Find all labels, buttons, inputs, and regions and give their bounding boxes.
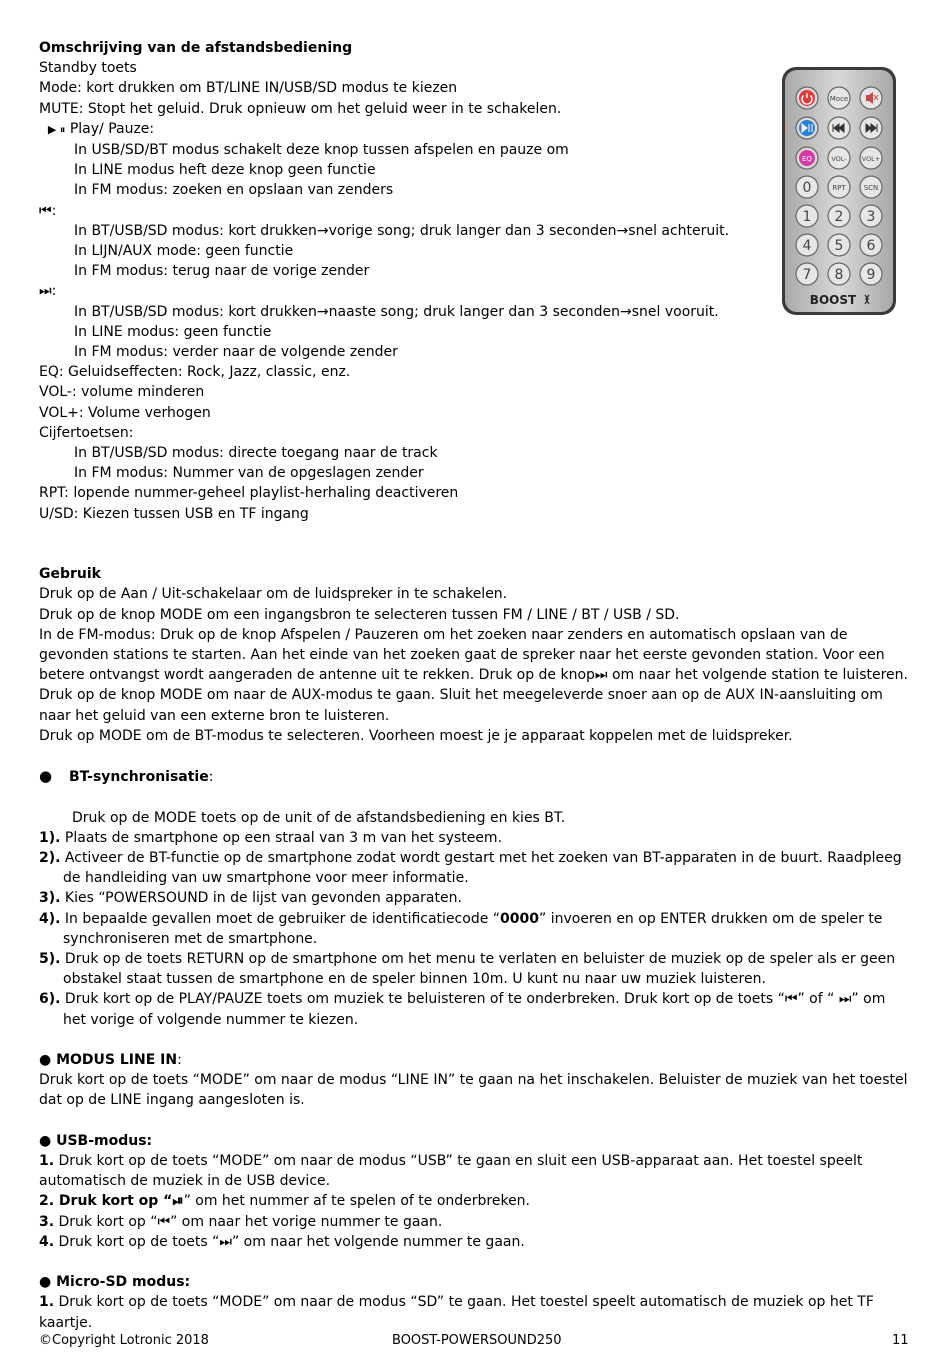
play-pause-icon: ▶ ⏸ bbox=[47, 122, 66, 136]
text-line: EQ: Geluidseffecten: Rock, Jazz, classic, enz. bbox=[39, 364, 351, 381]
brand-logo: BOOST bbox=[809, 293, 857, 307]
digit-buttons-icon bbox=[796, 205, 882, 285]
svg-text:6: 6 bbox=[866, 238, 876, 254]
text-line: In FM modus: zoeken en opslaan van zenders bbox=[74, 182, 394, 199]
previous-icon: ⏮: bbox=[39, 202, 57, 219]
bt-step: 1). Plaats de smartphone op een straal van 3 m van het systeem. bbox=[39, 829, 503, 846]
text-line: In USB/SD/BT modus schakelt deze knop tussen afspelen en pauze om bbox=[74, 142, 569, 159]
footer-model: BOOST-POWERSOUND250 bbox=[392, 1333, 562, 1348]
footer-page-number: 11 bbox=[892, 1333, 909, 1348]
usb-step: 4. Druk kort op de toets “⏭” om naar het volgende nummer te gaan. bbox=[39, 1233, 525, 1250]
text-line: VOL+: Volume verhogen bbox=[39, 404, 211, 421]
footer-copyright: ©Copyright Lotronic 2018 bbox=[39, 1333, 209, 1348]
usb-step: 2. Druk kort op “⏯” om het nummer af te spelen of te onderbreken. bbox=[39, 1193, 531, 1210]
svg-text:SCN: SCN bbox=[863, 184, 879, 192]
bullet-icon: ● bbox=[39, 767, 53, 786]
paragraph: Druk op de knop MODE om een ingangsbron te selecteren tussen FM / LINE / BT / USB / SD. bbox=[39, 606, 680, 623]
paragraph: Druk kort op de toets “MODE” om naar de modus “LINE IN” te gaan na het inschakelen. Beluister de muziek van het toestel dat op de LINE ingang aangesloten is. bbox=[39, 1072, 912, 1109]
svg-text:3: 3 bbox=[866, 209, 876, 225]
bt-step: 6). Druk kort op de PLAY/PAUZE toets om muziek te beluisteren of te onderbreken. Druk kort op de toets “⏮” of “ ⏭” om het vorige of volgende nummer te kiezen. bbox=[39, 991, 890, 1028]
svg-text:1: 1 bbox=[802, 209, 812, 225]
paragraph: Druk op de Aan / Uit-schakelaar om de luidspreker in te schakelen. bbox=[39, 586, 508, 603]
svg-text:5: 5 bbox=[834, 238, 844, 254]
bt-step: 2). Activeer de BT-functie op de smartphone zodat wordt gestart met het zoeken van BT-apparaten in de buurt. Raadpleeg de handleiding van uw smartphone voor meer informatie. bbox=[39, 850, 907, 887]
svg-text:VOL-: VOL- bbox=[831, 155, 847, 163]
bt-step: 3). Kies “POWERSOUND in de lijst van gevonden apparaten. bbox=[39, 890, 462, 907]
text-line: In LINE modus heft deze knop geen functie bbox=[74, 162, 376, 179]
bt-intro: Druk op de MODE toets op de unit of de afstandsbediening en kies BT. bbox=[72, 809, 566, 826]
text-line: In FM modus: verder naar de volgende zender bbox=[74, 344, 398, 361]
text-line: VOL-: volume minderen bbox=[39, 384, 205, 401]
text-line: In FM modus: Nummer van de opgeslagen zender bbox=[74, 465, 424, 482]
document-body bbox=[39, 38, 912, 1333]
text-line: U/SD: Kiezen tussen USB en TF ingang bbox=[39, 505, 309, 522]
svg-text:4: 4 bbox=[802, 238, 812, 254]
section-title-usage: Gebruik bbox=[39, 566, 101, 583]
text-line: Mode: kort drukken om BT/LINE IN/USB/SD modus te kiezen bbox=[39, 80, 458, 97]
usb-heading: ● USB-modus: bbox=[39, 1132, 153, 1149]
text-line: In FM modus: terug naar de vorige zender bbox=[74, 263, 370, 280]
svg-text:0: 0 bbox=[802, 180, 812, 196]
svg-text:EQ: EQ bbox=[802, 155, 812, 163]
svg-text:2: 2 bbox=[834, 209, 844, 225]
text-line: ▶ ⏸ Play/ Pauze: bbox=[47, 120, 155, 137]
svg-text:8: 8 bbox=[834, 267, 844, 283]
svg-text:7: 7 bbox=[802, 267, 812, 283]
text-line: In BT/USB/SD modus: kort drukken→vorige song; druk langer dan 3 seconden→snel achteruit. bbox=[74, 222, 730, 239]
paragraph: In de FM-modus: Druk op de knop Afspelen / Pauzeren om het zoeken naar zenders en automatisch opslaan van de gevonden stations te starten. Aan het einde van het zoeken gaat de spreker naar het eerste gevonden station. Voor een betere ontvangst wordt aangeraden de antenne uit te rekken. Druk op de knop⏭ om naar het volgende station te luisteren. bbox=[39, 626, 908, 684]
text-line: Standby toets bbox=[39, 60, 137, 77]
text-line: In BT/USB/SD modus: directe toegang naar de track bbox=[74, 445, 438, 462]
text-line: In LINE modus: geen functie bbox=[74, 323, 272, 340]
text-line: Cijfertoetsen: bbox=[39, 424, 134, 441]
svg-text:9: 9 bbox=[866, 267, 876, 283]
next-icon: ⏭: bbox=[39, 283, 57, 300]
svg-text:VOL+: VOL+ bbox=[861, 155, 881, 163]
remote-control-image bbox=[781, 66, 897, 316]
svg-text:RPT: RPT bbox=[832, 184, 846, 192]
usb-step: 1. Druk kort op de toets “MODE” om naar de modus “USB” te gaan en sluit een USB-apparaat aan. Het toestel speelt automatisch de muziek in de USB device. bbox=[39, 1153, 867, 1190]
text-line: MUTE: Stopt het geluid. Druk opnieuw om het geluid weer in te schakelen. bbox=[39, 100, 562, 117]
sd-heading: ● Micro-SD modus: bbox=[39, 1274, 191, 1291]
bt-step: 5). Druk op de toets RETURN op de smartphone om het menu te verlaten en beluister de muziek op de speler als er geen obstakel staat tussen de smartphone en de speler binnen 10m. U kunt nu naar uw muziek luisteren. bbox=[39, 951, 900, 988]
bt-step: 4). In bepaalde gevallen moet de gebruiker de identificatiecode “0000” invoeren en op ENTER drukken om de speler te synchroniseren met de smartphone. bbox=[39, 910, 887, 947]
linein-heading: ● MODUS LINE IN: bbox=[39, 1052, 182, 1069]
paragraph: Druk op MODE om de BT-modus te selecteren. Voorheen moest je je apparaat koppelen met de luidspreker. bbox=[39, 727, 793, 744]
svg-text:Moce: Moce bbox=[829, 95, 849, 103]
text-line: In LIJN/AUX mode: geen functie bbox=[74, 243, 294, 260]
paragraph: Druk op de knop MODE om naar de AUX-modus te gaan. Sluit het meegeleverde snoer aan op de AUX IN-aansluiting om naar het geluid van een externe bron te luisteren. bbox=[39, 687, 888, 724]
bt-heading: ● BT-synchronisatie: bbox=[39, 767, 214, 786]
usb-step: 3. Druk kort op “⏮” om naar het vorige nummer te gaan. bbox=[39, 1213, 443, 1230]
section-title-remote: Omschrijving van de afstandsbediening bbox=[39, 40, 353, 56]
text-line: RPT: lopende nummer-geheel playlist-herhaling deactiveren bbox=[39, 485, 459, 502]
text-line: In BT/USB/SD modus: kort drukken→naaste song; druk langer dan 3 seconden→snel vooruit. bbox=[74, 303, 719, 320]
sd-step: 1. Druk kort op de toets “MODE” om naar de modus “SD” te gaan. Het toestel speelt automatisch de muziek op het TF kaartje. bbox=[39, 1294, 879, 1331]
